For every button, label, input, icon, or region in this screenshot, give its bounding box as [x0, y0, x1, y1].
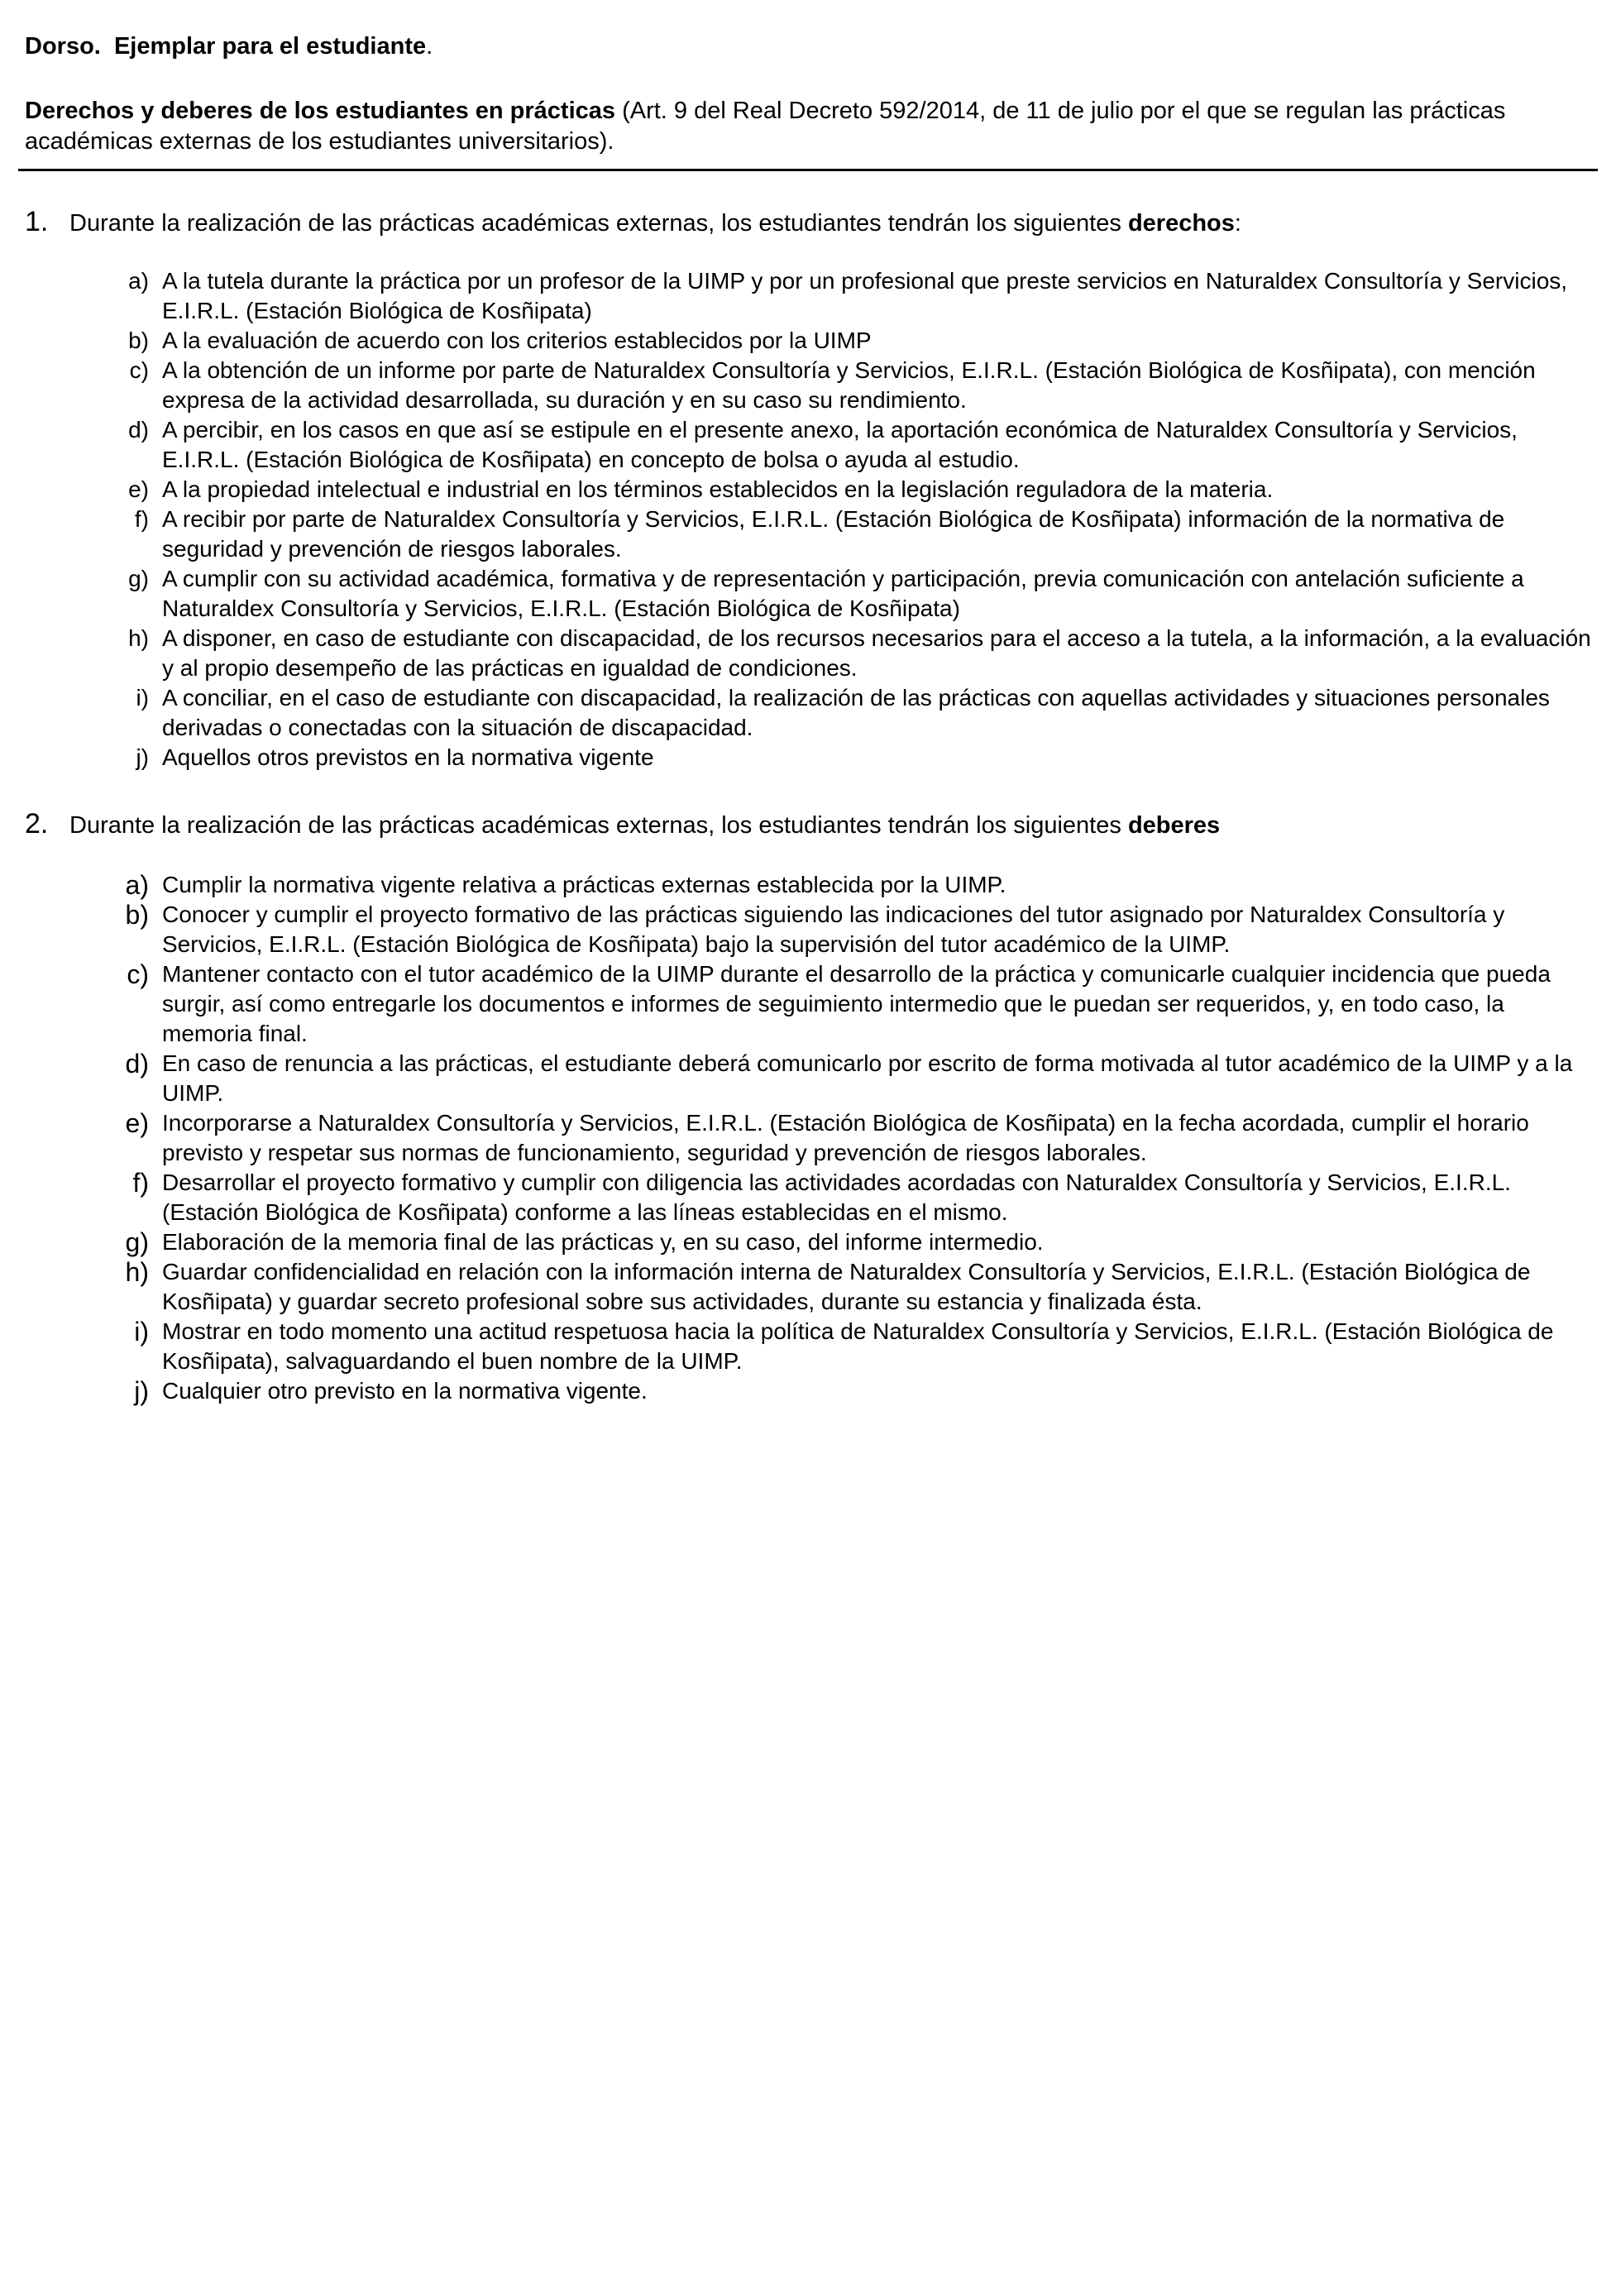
list-item-text: A la propiedad intelectual e industrial en los términos establecidos en la legislación reguladora de la materia. — [162, 476, 1274, 502]
section-2-intro-bold: deberes — [1127, 812, 1221, 839]
list-item-letter: e) — [128, 476, 149, 502]
list-item-letter: h) — [125, 1257, 149, 1287]
list-item-text: Desarrollar el proyecto formativo y cumplir con diligencia las actividades acordadas con Naturaldex Consultoría y Servicios, E.I.R.L. (Estación Biológica de Kosñipata) conforme a las líneas establecidas en el mismo. — [162, 1170, 1511, 1225]
list-item — [108, 475, 1596, 505]
header-title: Ejemplar para el estudiante — [113, 33, 427, 60]
list-item-letter: b) — [125, 900, 149, 930]
document-subtitle — [25, 96, 1571, 157]
list-item-text: Aquellos otros previstos en la normativa vigente — [162, 744, 654, 770]
list-item-letter: g) — [125, 1227, 149, 1257]
list-item-letter: d) — [128, 417, 149, 442]
list-item — [108, 1227, 1596, 1257]
section-2-intro — [25, 809, 1580, 840]
list-item-text: Cumplir la normativa vigente relativa a prácticas externas establecida por la UIMP. — [162, 872, 1006, 897]
list-item-text: Guardar confidencialidad en relación con la información interna de Naturaldex Consultoría y Servicios, E.I.R.L. (Estación Biológica de Kosñipata) y guardar secreto profesional sobre sus actividades, durante su estancia y finalizada ésta. — [162, 1259, 1531, 1314]
list-item-text: Incorporarse a Naturaldex Consultoría y Servicios, E.I.R.L. (Estación Biológica de Kosñipata) en la fecha acordada, cumplir el horario previsto y respetar sus normas de funcionamiento, seguridad y prevención de riesgos laborales. — [162, 1110, 1529, 1165]
list-item — [108, 624, 1596, 683]
list-item — [108, 959, 1596, 1049]
list-item — [108, 1257, 1596, 1317]
list-item-text: A cumplir con su actividad académica, formativa y de representación y participación, previa comunicación con antelación suficiente a Naturaldex Consultoría y Servicios, E.I.R.L. (Estación Biológica de Kosñipata) — [162, 566, 1524, 621]
section-1-intro-end: : — [1234, 210, 1241, 237]
section-2-intro-text: Durante la realización de las prácticas académicas externas, los estudiantes tendrán los siguientes — [69, 812, 1128, 839]
list-item — [108, 1317, 1596, 1376]
list-item-text: A la tutela durante la práctica por un profesor de la UIMP y por un profesional que preste servicios en Naturaldex Consultoría y Servicios, E.I.R.L. (Estación Biológica de Kosñipata) — [162, 268, 1568, 323]
list-item-text: Cualquier otro previsto en la normativa vigente. — [162, 1378, 648, 1404]
list-item-text: A conciliar, en el caso de estudiante con discapacidad, la realización de las prácticas con aquellas actividades y situaciones personales derivadas o conectadas con la situación de discapacidad. — [162, 685, 1550, 740]
list-item — [108, 1168, 1596, 1227]
list-item-text: Mostrar en todo momento una actitud respetuosa hacia la política de Naturaldex Consultoría y Servicios, E.I.R.L. (Estación Biológica de Kosñipata), salvaguardando el buen nombre de la UIMP. — [162, 1318, 1554, 1374]
list-item — [108, 415, 1596, 475]
list-item-letter: g) — [128, 566, 149, 591]
list-item — [108, 564, 1596, 624]
list-item-text: Conocer y cumplir el proyecto formativo de las prácticas siguiendo las indicaciones del tutor asignado por Naturaldex Consultoría y Servicios, E.I.R.L. (Estación Biológica de Kosñipata) bajo la supervisión del tutor académico de la UIMP. — [162, 902, 1505, 957]
list-item-letter: j) — [136, 744, 149, 770]
list-item-letter: a) — [125, 870, 149, 900]
list-item-letter: e) — [125, 1108, 149, 1138]
list-item — [108, 505, 1596, 564]
list-item-letter: f) — [134, 506, 149, 532]
section-1-intro-bold: derechos — [1127, 210, 1235, 237]
subtitle-bold: Derechos y deberes de los estudiantes en prácticas — [25, 98, 616, 124]
list-item-letter: h) — [128, 625, 149, 651]
horizontal-divider — [18, 169, 1598, 171]
list-item-letter: b) — [128, 328, 149, 353]
list-item-text: A la obtención de un informe por parte de Naturaldex Consultoría y Servicios, E.I.R.L. (Estación Biológica de Kosñipata), con mención expresa de la actividad desarrollada, su duración y en su caso su rendimiento. — [162, 357, 1536, 413]
list-item-letter: c) — [127, 959, 149, 989]
header-label: Dorso. — [25, 33, 101, 60]
list-item-text: A percibir, en los casos en que así se estipule en el presente anexo, la aportación económica de Naturaldex Consultoría y Servicios, E.I.R.L. (Estación Biológica de Kosñipata) en concepto de bolsa o ayuda al estudio. — [162, 417, 1518, 472]
list-item-text: Mantener contacto con el tutor académico de la UIMP durante el desarrollo de la práctica y comunicarle cualquier incidencia que pueda surgir, así como entregarle los documentos e informes de seguimiento intermedio que le puedan ser requeridos, y, en todo caso, la memoria final. — [162, 961, 1551, 1046]
list-item — [108, 683, 1596, 743]
list-item — [108, 743, 1596, 773]
list-item-letter: i) — [134, 1317, 149, 1347]
list-item-text: A disponer, en caso de estudiante con discapacidad, de los recursos necesarios para el acceso a la tutela, a la información, a la evaluación y al propio desempeño de las prácticas en igualdad de condiciones. — [162, 625, 1591, 681]
list-item — [108, 1049, 1596, 1108]
list-item-letter: d) — [125, 1049, 149, 1079]
list-item — [108, 1376, 1596, 1406]
list-item-letter: a) — [128, 268, 149, 294]
list-item — [108, 870, 1596, 900]
section-1-intro-text: Durante la realización de las prácticas académicas externas, los estudiantes tendrán los siguientes — [69, 210, 1128, 237]
section-2-number: 2. — [25, 808, 49, 839]
rights-list — [108, 266, 1596, 773]
duties-list — [108, 870, 1596, 1406]
list-item-letter: f) — [132, 1168, 149, 1198]
section-1-number: 1. — [25, 206, 49, 237]
list-item-letter: j) — [134, 1376, 149, 1406]
list-item-text: A recibir por parte de Naturaldex Consultoría y Servicios, E.I.R.L. (Estación Biológica de Kosñipata) información de la normativa de seguridad y prevención de riesgos laborales. — [162, 506, 1505, 562]
list-item-text: Elaboración de la memoria final de las prácticas y, en su caso, del informe intermedio. — [162, 1229, 1044, 1255]
list-item-text: A la evaluación de acuerdo con los criterios establecidos por la UIMP — [162, 328, 872, 353]
list-item-letter: i) — [136, 685, 149, 710]
header-title-end: . — [426, 33, 433, 60]
list-item-letter: c) — [129, 357, 149, 383]
list-item — [108, 326, 1596, 356]
list-item-text: En caso de renuncia a las prácticas, el estudiante deberá comunicarlo por escrito de forma motivada al tutor académico de la UIMP y a la UIMP. — [162, 1050, 1573, 1106]
list-item — [108, 1108, 1596, 1168]
section-1-intro — [25, 207, 1580, 238]
list-item — [108, 266, 1596, 326]
list-item — [108, 356, 1596, 415]
page-header — [25, 31, 433, 61]
list-item — [108, 900, 1596, 959]
subtitle-rest: (Art. 9 del Real Decreto 592/2014, de 11 de julio por el que se regulan las prácticas académicas externas de los estudiantes universitarios). — [25, 98, 1506, 155]
